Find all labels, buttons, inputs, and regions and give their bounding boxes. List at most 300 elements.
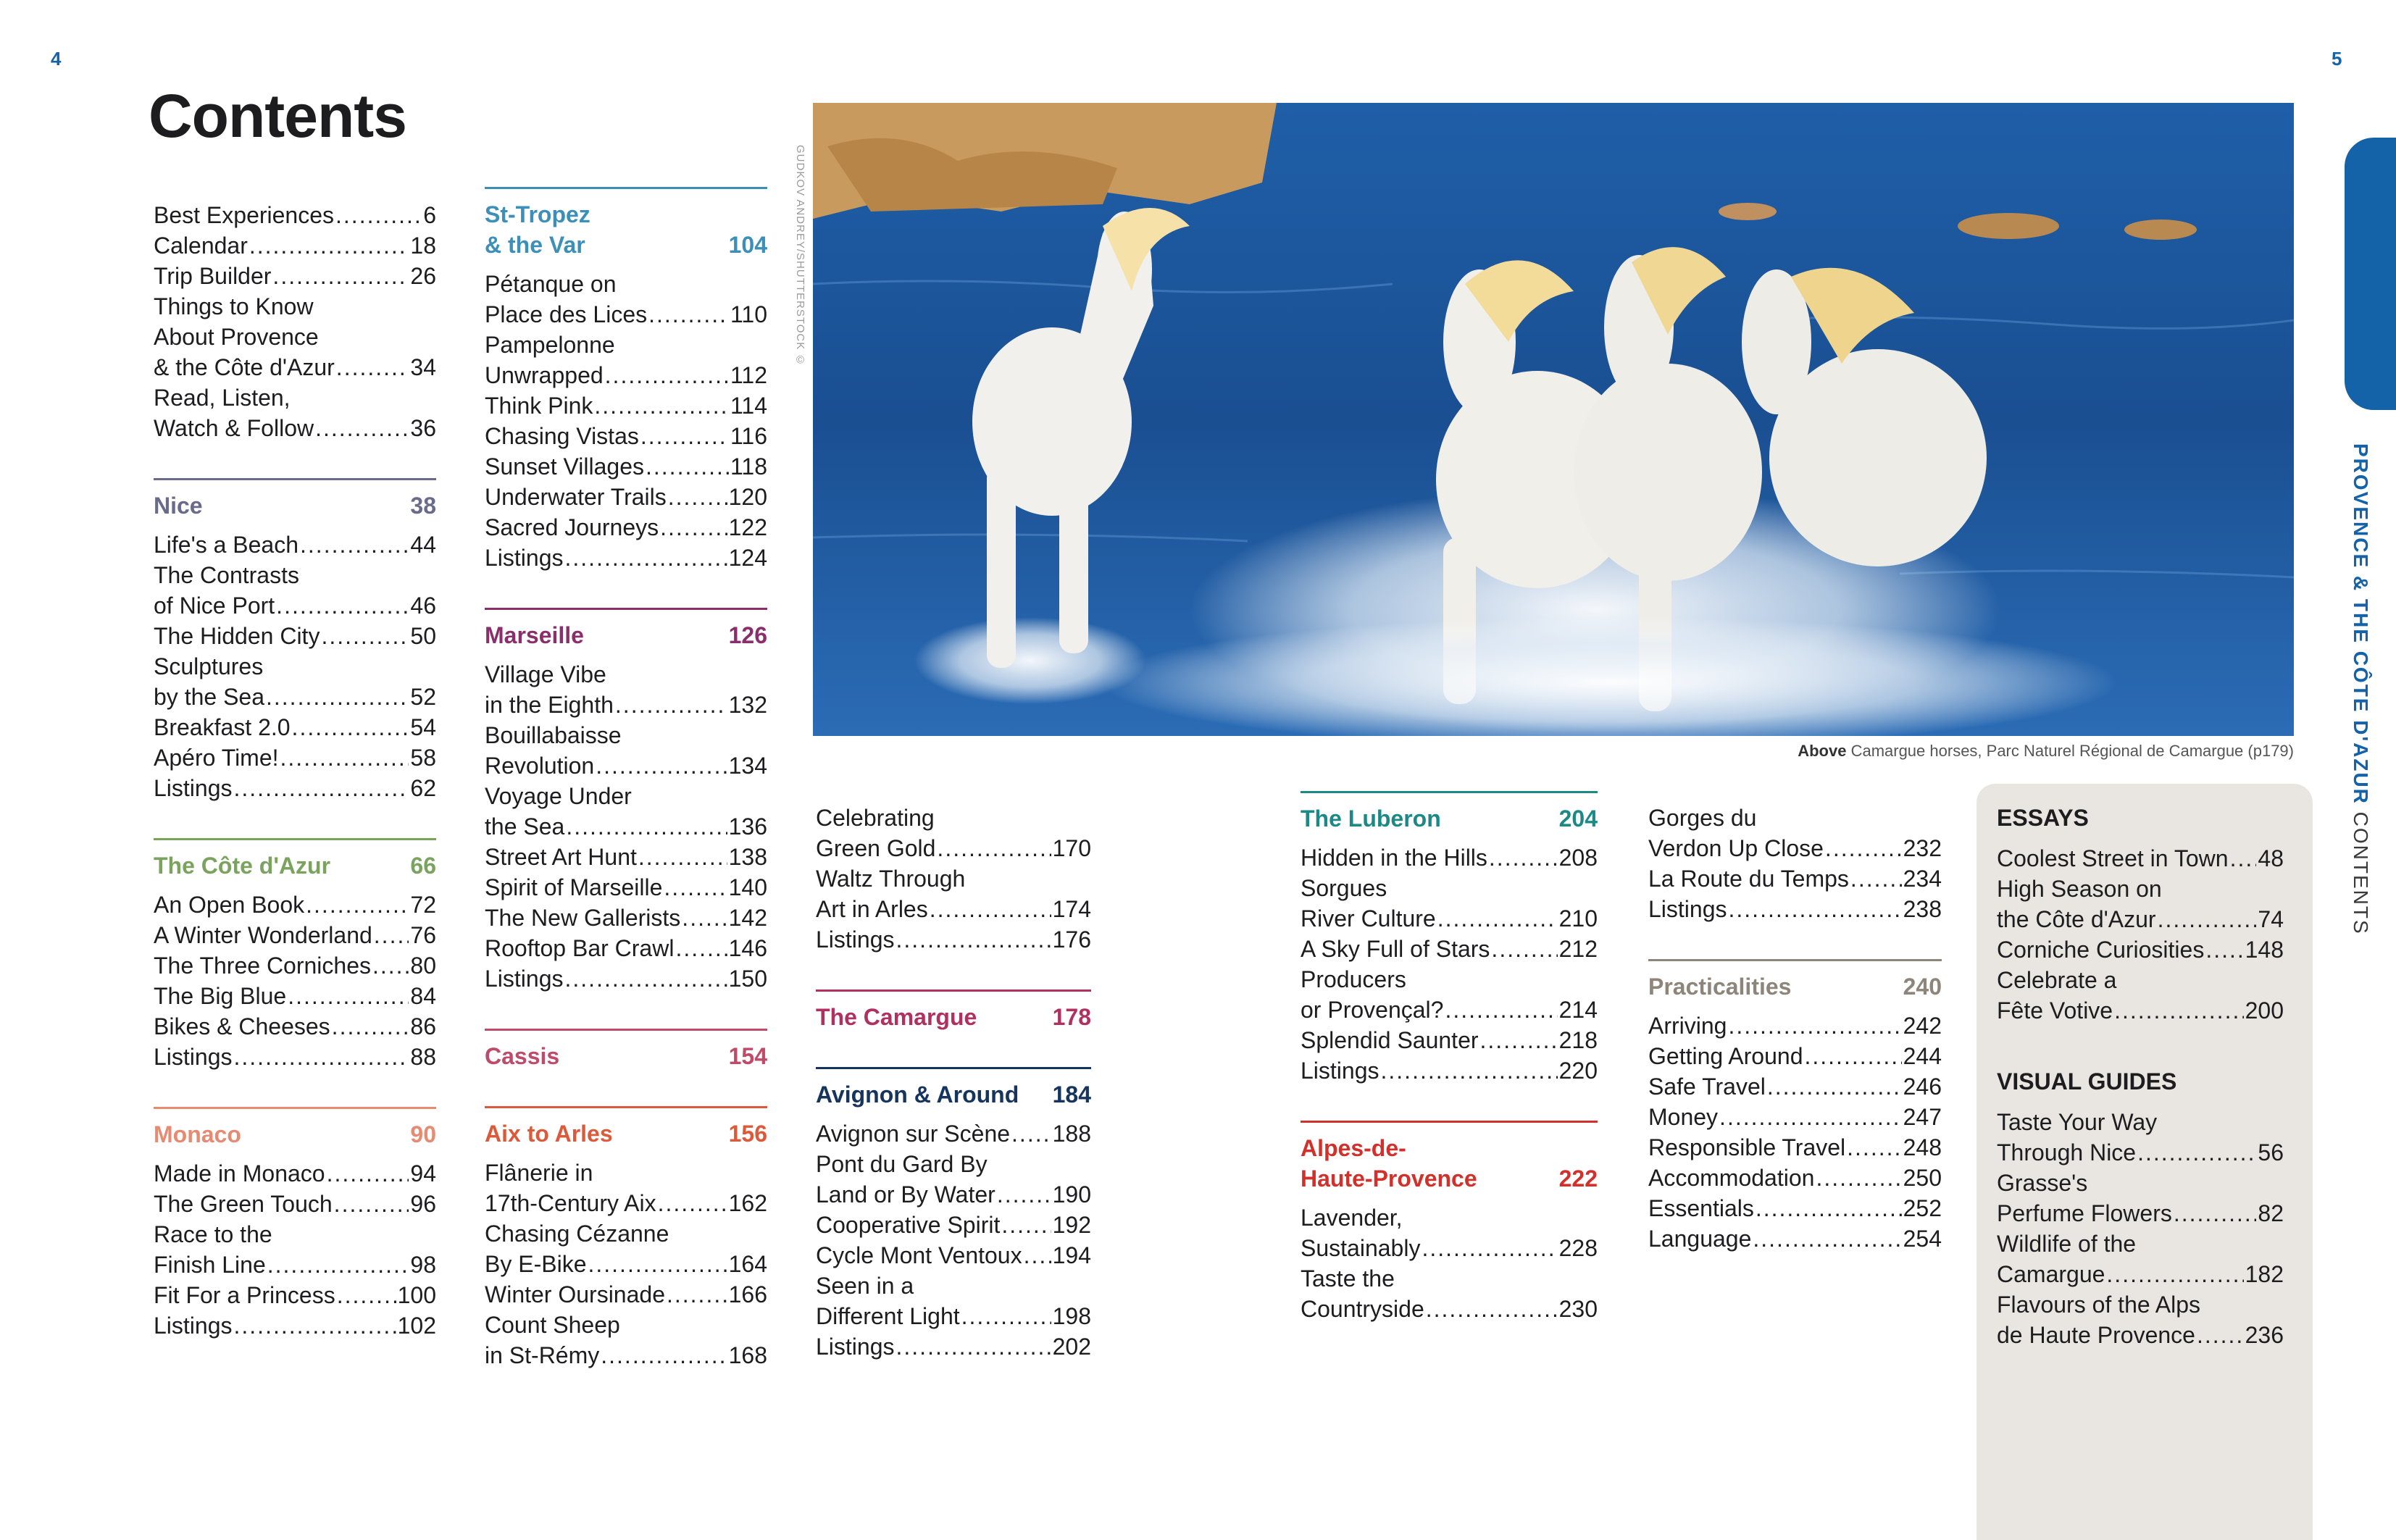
dot-leader: [658, 1188, 727, 1218]
toc-entry-label: Breakfast 2.0: [154, 714, 291, 740]
section-head-monaco[interactable]: [154, 1107, 436, 1150]
dot-leader: [1426, 1294, 1558, 1324]
toc-entry[interactable]: [816, 924, 1091, 955]
toc-entry-row: [485, 512, 767, 543]
visual-guides-heading: VISUAL GUIDES: [1997, 1068, 2177, 1095]
dot-leader: [2230, 843, 2257, 874]
section-head-marseille[interactable]: [485, 608, 767, 650]
toc-entry[interactable]: [154, 200, 436, 230]
dot-leader: [615, 690, 727, 720]
toc-entry[interactable]: [1997, 1289, 2284, 1350]
section-marseille: [485, 608, 767, 994]
toc-entry[interactable]: [154, 261, 436, 291]
toc-entry-page: 136: [728, 813, 767, 840]
toc-entry-page: 86: [410, 1013, 436, 1039]
toc-entry[interactable]: [1301, 1025, 1598, 1055]
toc-entry[interactable]: [816, 1210, 1091, 1240]
toc-entry-label: The New Gallerists: [485, 905, 681, 931]
toc-column-5: [1648, 803, 1942, 1254]
dot-leader: [2158, 904, 2257, 934]
entries-avignon: [816, 1118, 1091, 1362]
toc-entry[interactable]: [154, 1158, 436, 1189]
toc-entry[interactable]: [1648, 1193, 1942, 1223]
dot-leader: [1825, 833, 1902, 863]
toc-entry[interactable]: [485, 390, 767, 421]
toc-entry[interactable]: [816, 1271, 1091, 1331]
toc-entry-row: [1301, 903, 1598, 934]
dot-leader: [1489, 842, 1558, 873]
toc-entry-row: [816, 894, 1091, 924]
toc-entry-row: [1648, 1163, 1942, 1193]
toc-entry-page: 44: [410, 532, 436, 558]
toc-entry-row: [1301, 995, 1598, 1025]
toc-entry-page: 142: [728, 905, 767, 931]
dot-leader: [1767, 1071, 1902, 1102]
toc-entry[interactable]: [1648, 1102, 1942, 1132]
essays-box: [1977, 784, 2313, 1540]
toc-entry-label: Fête Votive: [1997, 997, 2113, 1024]
toc-entry-label: of Nice Port: [154, 593, 275, 619]
dot-leader: [1422, 1233, 1557, 1263]
toc-entry[interactable]: [154, 742, 436, 773]
toc-entry-row: [154, 590, 436, 621]
dot-leader: [267, 1250, 409, 1280]
dot-leader: [327, 1158, 409, 1189]
toc-entry[interactable]: [485, 543, 767, 573]
toc-entry-label-line: Village Vibe: [485, 661, 606, 687]
toc-entry-row: [154, 1189, 436, 1219]
toc-entry-label: Cycle Mont Ventoux: [816, 1242, 1022, 1268]
toc-entry-row: [154, 950, 436, 981]
dot-leader: [234, 773, 409, 803]
toc-entry-label: 17th-Century Aix: [485, 1190, 656, 1216]
toc-entry-label: Made in Monaco: [154, 1160, 325, 1187]
dot-leader: [664, 872, 727, 903]
toc-entry[interactable]: [154, 651, 436, 712]
hero-photo: [813, 103, 2294, 736]
toc-entry[interactable]: [1301, 964, 1598, 1025]
section-head-cote-dazur[interactable]: [154, 838, 436, 881]
toc-entry[interactable]: [485, 903, 767, 933]
toc-entry-page: 62: [410, 775, 436, 801]
toc-entry-label: Life's a Beach: [154, 532, 299, 558]
dot-leader: [2174, 1198, 2257, 1229]
toc-entry-label: Listings: [485, 545, 564, 571]
toc-entry-page: 252: [1903, 1195, 1942, 1221]
toc-entry-label: Camargue: [1997, 1261, 2105, 1287]
toc-entry-page: 198: [1052, 1303, 1091, 1329]
toc-entry-page: 164: [728, 1251, 767, 1277]
toc-entry[interactable]: [485, 421, 767, 451]
toc-entry-label: Language: [1648, 1226, 1752, 1252]
running-head: PROVENCE & THE CÔTE D'AZUR CONTENTS: [2350, 443, 2372, 935]
toc-entry-row: [154, 352, 436, 382]
toc-entry-page: 188: [1052, 1121, 1091, 1147]
toc-entry[interactable]: [816, 1331, 1091, 1362]
toc-entry-row: [154, 1158, 436, 1189]
toc-entry[interactable]: [485, 482, 767, 512]
toc-entry-label: Sacred Journeys: [485, 514, 659, 540]
toc-entry[interactable]: [154, 560, 436, 621]
toc-entry-label-line: Count Sheep: [485, 1312, 620, 1338]
dot-leader: [1850, 863, 1902, 894]
dot-leader: [280, 742, 409, 773]
toc-entry-row: [154, 530, 436, 560]
toc-entry-label: The Hidden City: [154, 623, 320, 649]
toc-entry[interactable]: [1648, 1041, 1942, 1071]
toc-entry-page: 150: [728, 966, 767, 992]
toc-entry[interactable]: [1648, 1071, 1942, 1102]
entries-aix-continued: [816, 803, 1091, 955]
dot-leader: [332, 1011, 409, 1042]
toc-entry[interactable]: [485, 269, 767, 330]
toc-entry-row: [1648, 1102, 1942, 1132]
toc-entry-row: [154, 712, 436, 742]
section-head-camargue[interactable]: [816, 989, 1091, 1032]
toc-entry-row: [485, 811, 767, 842]
toc-entry-row: [485, 390, 767, 421]
toc-entry-label: Think Pink: [485, 393, 593, 419]
section-page: 104: [728, 232, 767, 258]
toc-entry[interactable]: [1648, 894, 1942, 924]
toc-entry-row: [1648, 1041, 1942, 1071]
toc-entry[interactable]: [1648, 1010, 1942, 1041]
dot-leader: [306, 890, 409, 920]
toc-entry[interactable]: [485, 1158, 767, 1218]
section-camargue: [816, 989, 1091, 1032]
dot-leader: [1729, 894, 1902, 924]
toc-entry-page: 132: [728, 692, 767, 718]
section-title: Cassis: [485, 1043, 560, 1069]
toc-entry-page: 98: [410, 1252, 436, 1278]
toc-entry[interactable]: [154, 981, 436, 1011]
toc-entry-page: 247: [1903, 1104, 1942, 1130]
toc-entry[interactable]: [1648, 863, 1942, 894]
toc-entry-label-line: Race to the: [154, 1221, 272, 1247]
toc-entry-page: 254: [1903, 1226, 1942, 1252]
toc-entry-label-line: Sculptures: [154, 653, 264, 679]
entries-visual-guides: [1997, 1107, 2284, 1350]
toc-entry[interactable]: [1648, 803, 1942, 863]
toc-entry-page: 200: [2245, 997, 2284, 1024]
dot-leader: [321, 621, 409, 651]
dot-leader: [638, 842, 727, 872]
section-cassis: [485, 1029, 767, 1071]
section-head-nice[interactable]: [154, 478, 436, 521]
toc-entry-label: The Three Corniches: [154, 953, 371, 979]
toc-entry-page: 84: [410, 983, 436, 1009]
dot-leader: [266, 682, 409, 712]
toc-entry-row: [1997, 1137, 2284, 1168]
section-title: Avignon & Around: [816, 1081, 1019, 1108]
toc-entry[interactable]: [154, 920, 436, 950]
toc-entry-label: Corniche Curiosities: [1997, 937, 2205, 963]
toc-entry-page: 124: [728, 545, 767, 571]
toc-entry[interactable]: [816, 863, 1091, 924]
toc-entry[interactable]: [485, 330, 767, 390]
dot-leader: [234, 1042, 409, 1072]
toc-entry-page: 80: [410, 953, 436, 979]
dot-leader: [288, 981, 409, 1011]
dot-leader: [300, 530, 409, 560]
toc-entry-label: Through Nice: [1997, 1139, 2137, 1166]
toc-entry-label: Sunset Villages: [485, 453, 644, 480]
toc-entry-page: 148: [2245, 937, 2284, 963]
toc-entry-row: [816, 1179, 1091, 1210]
toc-entry-page: 162: [728, 1190, 767, 1216]
toc-entry-row: [1648, 1132, 1942, 1163]
toc-entry-label: Listings: [1301, 1058, 1379, 1084]
entries-essays: [1997, 843, 2284, 1026]
toc-entry[interactable]: [154, 1011, 436, 1042]
toc-entry-page: 114: [730, 393, 767, 419]
toc-entry-row: [485, 543, 767, 573]
toc-entry[interactable]: [1997, 1107, 2284, 1168]
toc-entry-row: [154, 1310, 436, 1341]
toc-entry[interactable]: [154, 382, 436, 443]
toc-entry[interactable]: [485, 1279, 767, 1310]
toc-entry-label-line: Wildlife of the: [1997, 1231, 2137, 1257]
toc-entry[interactable]: [485, 842, 767, 872]
toc-entry-label: Listings: [1648, 896, 1727, 922]
section-head-luberon[interactable]: [1301, 791, 1598, 834]
toc-entry-label: A Sky Full of Stars: [1301, 936, 1490, 962]
photo-caption: Above Camargue horses, Parc Naturel Régional de Camargue (p179): [1798, 742, 2294, 760]
toc-entry[interactable]: [485, 451, 767, 482]
toc-entry[interactable]: [154, 890, 436, 920]
toc-entry-label-line: Celebrate a: [1997, 967, 2117, 993]
toc-entry[interactable]: [1648, 1132, 1942, 1163]
toc-entry-page: 18: [410, 233, 436, 259]
toc-entry-row: [485, 903, 767, 933]
toc-entry-page: 94: [410, 1160, 436, 1187]
toc-entry-page: 238: [1903, 896, 1942, 922]
section-avignon: [816, 1067, 1091, 1362]
section-monaco: [154, 1107, 436, 1341]
toc-entry-page: 116: [730, 423, 767, 449]
toc-entry-page: 230: [1558, 1296, 1598, 1322]
toc-entry[interactable]: [485, 963, 767, 994]
toc-entry-label: Watch & Follow: [154, 415, 314, 441]
toc-entry-label-line: Flânerie in: [485, 1160, 593, 1186]
toc-entry-label-line: Flavours of the Alps: [1997, 1292, 2201, 1318]
toc-entry-label: Listings: [154, 775, 233, 801]
toc-entry-page: 6: [423, 202, 436, 228]
toc-entry-page: 146: [728, 935, 767, 961]
dot-leader: [249, 230, 409, 261]
toc-entry-label: Listings: [816, 1334, 895, 1360]
toc-entry[interactable]: [154, 1219, 436, 1280]
toc-entry-page: 208: [1558, 845, 1598, 871]
dot-leader: [1804, 1041, 1901, 1071]
toc-entry-page: 190: [1052, 1181, 1091, 1208]
toc-entry-row: [1997, 1198, 2284, 1229]
toc-entry-label-line: Lavender,: [1301, 1205, 1403, 1231]
toc-entry-label: Perfume Flowers: [1997, 1200, 2172, 1226]
toc-entry-label: Different Light: [816, 1303, 960, 1329]
toc-entry-page: 176: [1052, 926, 1091, 953]
toc-entry[interactable]: [1997, 965, 2284, 1026]
dot-leader: [234, 1310, 396, 1341]
toc-entry-page: 212: [1558, 936, 1598, 962]
section-head-cassis[interactable]: [485, 1029, 767, 1071]
toc-entry[interactable]: [1301, 1202, 1598, 1263]
toc-entry[interactable]: [154, 1189, 436, 1219]
toc-entry-row: [816, 1240, 1091, 1271]
toc-entry[interactable]: [485, 933, 767, 963]
toc-entry-label: Splendid Saunter: [1301, 1027, 1479, 1053]
toc-entry-row: [154, 200, 436, 230]
section-page: 66: [410, 853, 436, 879]
toc-entry-label: Getting Around: [1648, 1043, 1803, 1069]
toc-entry[interactable]: [154, 1310, 436, 1341]
toc-entry-page: 36: [410, 415, 436, 441]
toc-entry[interactable]: [1301, 934, 1598, 964]
toc-entry[interactable]: [816, 1240, 1091, 1271]
toc-entry-label: The Green Touch: [154, 1191, 333, 1217]
toc-entry-row: [154, 773, 436, 803]
dot-leader: [1445, 995, 1557, 1025]
chapter-tab: [2345, 138, 2396, 410]
toc-entry-page: 82: [2258, 1200, 2284, 1226]
toc-entry-row: [1648, 894, 1942, 924]
toc-entry-label: Verdon Up Close: [1648, 835, 1824, 861]
section-head-practicalities[interactable]: [1648, 959, 1942, 1002]
dot-leader: [272, 261, 409, 291]
camargue-horses-image: [813, 103, 2294, 736]
toc-entry-label: Listings: [485, 966, 564, 992]
toc-entry-label: de Haute Provence: [1997, 1322, 2195, 1348]
toc-entry-row: [154, 261, 436, 291]
toc-entry[interactable]: [1648, 1223, 1942, 1254]
toc-entry-label: Safe Travel: [1648, 1074, 1766, 1100]
section-page: 204: [1558, 805, 1598, 832]
dot-leader: [1728, 1010, 1901, 1041]
section-title: Nice: [154, 493, 203, 519]
toc-entry-row: [485, 933, 767, 963]
toc-entry-page: 134: [728, 753, 767, 779]
toc-entry-page: 112: [730, 362, 767, 388]
section-head-st-tropez[interactable]: [485, 187, 767, 260]
dot-leader: [646, 451, 729, 482]
section-page: 178: [1052, 1004, 1091, 1030]
toc-entry[interactable]: [154, 621, 436, 651]
toc-entry[interactable]: [1301, 842, 1598, 873]
toc-entry[interactable]: [154, 712, 436, 742]
section-title: The Luberon: [1301, 805, 1441, 832]
toc-entry[interactable]: [1301, 1055, 1598, 1086]
section-head-aix-to-arles[interactable]: [485, 1106, 767, 1149]
toc-entry[interactable]: [154, 1280, 436, 1310]
toc-entry[interactable]: [485, 512, 767, 543]
toc-entry[interactable]: [154, 773, 436, 803]
toc-entry-page: 88: [410, 1044, 436, 1070]
toc-entry-label-line: Pampelonne: [485, 332, 615, 358]
toc-entry-page: 110: [730, 301, 767, 327]
toc-entry[interactable]: [485, 720, 767, 781]
toc-entry-row: [485, 842, 767, 872]
dot-leader: [896, 924, 1051, 955]
section-title: Practicalities: [1648, 974, 1792, 1000]
toc-entry[interactable]: [816, 1149, 1091, 1210]
toc-entry[interactable]: [154, 1042, 436, 1072]
toc-entry[interactable]: [154, 950, 436, 981]
toc-entry[interactable]: [154, 230, 436, 261]
entries-luberon: [1301, 842, 1598, 1086]
dot-leader: [374, 920, 409, 950]
toc-entry-row: [1301, 1294, 1598, 1324]
toc-entry[interactable]: [1301, 873, 1598, 934]
toc-entry-page: 202: [1052, 1334, 1091, 1360]
entries-alpes: [1301, 1202, 1598, 1324]
toc-entry-row: [1997, 995, 2284, 1026]
toc-entry-page: 140: [728, 874, 767, 900]
toc-entry-label: Spirit of Marseille: [485, 874, 663, 900]
toc-entry-row: [485, 963, 767, 994]
toc-entry-page: 100: [397, 1282, 436, 1308]
toc-entry[interactable]: [154, 530, 436, 560]
toc-entry-page: 54: [410, 714, 436, 740]
essays-heading: ESSAYS: [1997, 805, 2089, 831]
entries-monaco: [154, 1158, 436, 1341]
toc-entry-label: By E-Bike: [485, 1251, 587, 1277]
toc-entry-label: Responsible Travel: [1648, 1134, 1846, 1160]
dot-leader: [2197, 1320, 2244, 1350]
toc-entry[interactable]: [1997, 874, 2284, 934]
toc-entry-row: [154, 413, 436, 443]
toc-entry-label: Cooperative Spirit: [816, 1212, 1001, 1238]
toc-entry-row: [154, 920, 436, 950]
toc-entry[interactable]: [816, 1118, 1091, 1149]
toc-entry[interactable]: [1997, 1229, 2284, 1289]
toc-entry[interactable]: [485, 781, 767, 842]
toc-entry-label-line: Producers: [1301, 966, 1406, 992]
section-page: 240: [1903, 974, 1942, 1000]
toc-entry-label: River Culture: [1301, 905, 1436, 932]
toc-entry-row: [816, 833, 1091, 863]
toc-entry[interactable]: [1997, 1168, 2284, 1229]
toc-entry-row: [1648, 1223, 1942, 1254]
dot-leader: [2114, 995, 2244, 1026]
dot-leader: [292, 712, 409, 742]
toc-entry-label-line: Taste the: [1301, 1265, 1395, 1292]
toc-entry[interactable]: [154, 291, 436, 382]
toc-entry[interactable]: [1648, 1163, 1942, 1193]
entries-nice: [154, 530, 436, 803]
toc-entry-row: [485, 360, 767, 390]
toc-entry[interactable]: [1997, 934, 2284, 965]
toc-entry[interactable]: [485, 1218, 767, 1279]
toc-entry[interactable]: [1997, 843, 2284, 874]
dot-leader: [605, 360, 729, 390]
toc-entry-label-line: About Provence: [154, 324, 319, 350]
dot-leader: [336, 352, 409, 382]
toc-entry[interactable]: [485, 1310, 767, 1370]
toc-entry-row: [485, 451, 767, 482]
toc-entry-row: [1648, 833, 1942, 863]
toc-entry[interactable]: [485, 872, 767, 903]
toc-entry[interactable]: [1301, 1263, 1598, 1324]
section-title: The Camargue: [816, 1004, 977, 1030]
section-head-avignon[interactable]: [816, 1067, 1091, 1110]
toc-entry-row: [154, 1042, 436, 1072]
toc-entry-label-line: Sorgues: [1301, 875, 1387, 901]
dot-leader: [667, 1279, 727, 1310]
section-head-alpes[interactable]: [1301, 1121, 1598, 1194]
toc-entry[interactable]: [816, 803, 1091, 863]
toc-entry-row: [154, 621, 436, 651]
toc-entry[interactable]: [485, 659, 767, 720]
